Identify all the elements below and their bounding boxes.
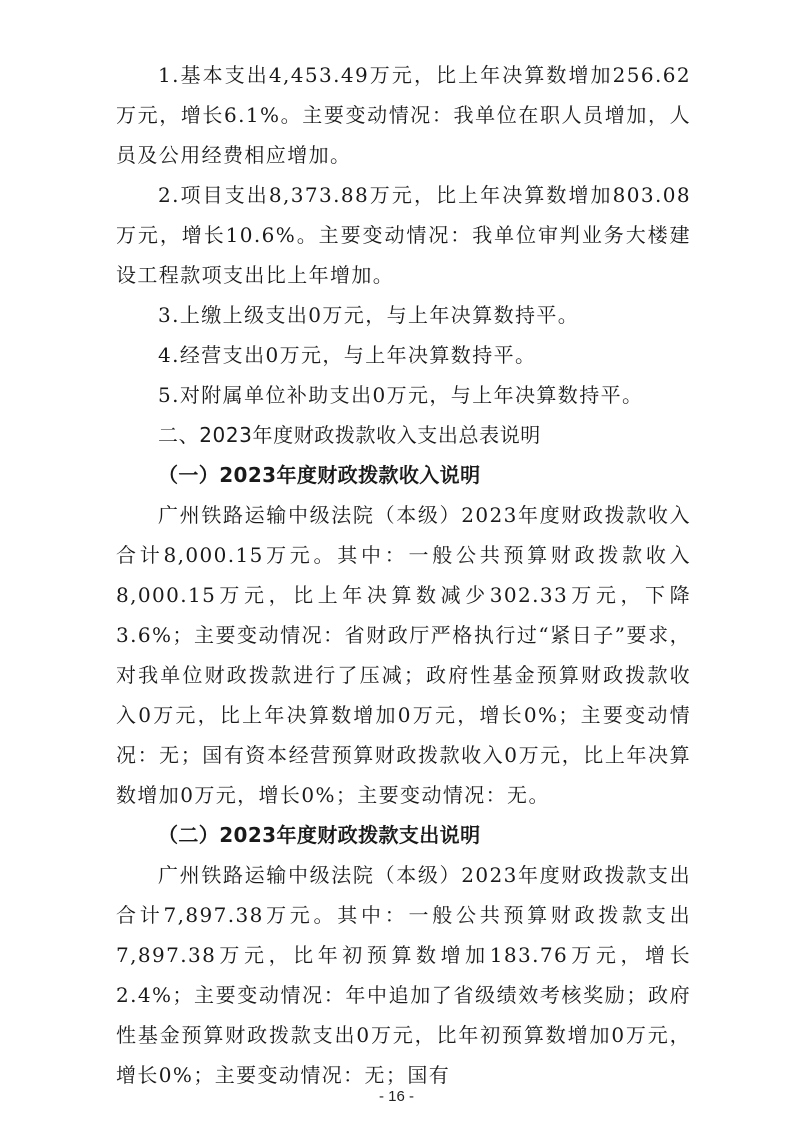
section-expense — [116, 815, 691, 1095]
subsection-heading-expense: （二）2023年度财政拨款支出说明 — [158, 823, 481, 847]
paragraph-operating-expense: 4.经营支出0万元，与上年决算数持平。 — [158, 343, 537, 367]
page-number: - 16 - — [378, 1088, 414, 1105]
paragraph-income-explanation: 广州铁路运输中级法院（本级）2023年度财政拨款收入合计8,000.15万元。其中：一般公共预算财政拨款收入8,000.15万元，比上年决算数减少302.33万元，下降3.6%；主要变动情况：省财政厅严格执行过“紧日子”要求，对我单位财政拨款进行了压减；政府性基金预算财政拨款收入0万元，比上年决算数增加0万元，增长0%；主要变动情况：无；国有资本经营预算财政拨款收入0万元，比上年决算数增加0万元，增长0%；主要变动情况：无。 — [116, 503, 691, 807]
paragraph-basic-expense: 1.基本支出4,453.49万元，比上年决算数增加256.62万元，增长6.1%。主要变动情况：我单位在职人员增加，人员及公用经费相应增加。 — [116, 63, 691, 167]
paragraph-upper-level-expense: 3.上缴上级支出0万元，与上年决算数持平。 — [158, 303, 580, 327]
subsection-heading-income: （一）2023年度财政拨款收入说明 — [158, 463, 481, 487]
section-heading: 二、2023年度财政拨款收入支出总表说明 — [158, 423, 541, 447]
paragraph-project-expense: 2.项目支出8,373.88万元，比上年决算数增加803.08万元，增长10.6%。主要变动情况：我单位审判业务大楼建设工程款项支出比上年增加。 — [116, 183, 691, 287]
paragraph-subsidiary-expense: 5.对附属单位补助支出0万元，与上年决算数持平。 — [158, 383, 644, 407]
section-expense-items — [116, 55, 691, 415]
section-fiscal-summary — [116, 415, 691, 455]
paragraph-expense-explanation: 广州铁路运输中级法院（本级）2023年度财政拨款支出合计7,897.38万元。其中：一般公共预算财政拨款支出7,897.38万元，比年初预算数增加183.76万元，增长2.4%；主要变动情况：年中追加了省级绩效考核奖励；政府性基金预算财政拨款支出0万元，比年初预算数增加0万元，增长0%；主要变动情况：无；国有 — [116, 863, 691, 1087]
section-income — [116, 455, 691, 815]
